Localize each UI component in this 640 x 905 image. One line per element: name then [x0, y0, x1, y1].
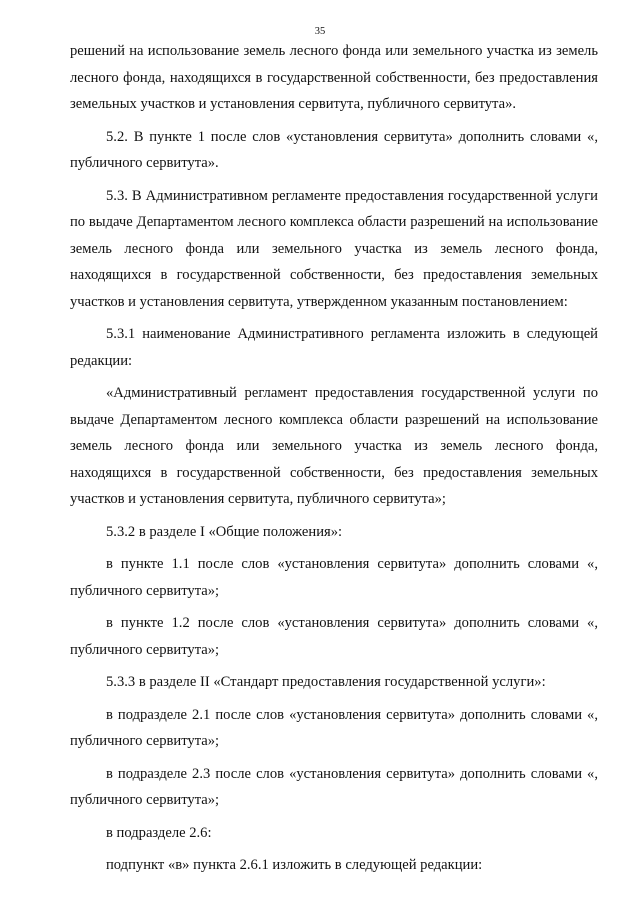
paragraph-5-3-2: 5.3.2 в разделе I «Общие положения»:: [106, 523, 343, 540]
paragraph-subsection-2-6: в подразделе 2.6:: [106, 824, 212, 841]
paragraph-item-1-1: в пункте 1.1 после слов «установления сервитута» дополнить словами «, публичного сервитута»;: [70, 556, 598, 599]
document-body: [70, 38, 598, 885]
paragraph-5-2: 5.2. В пункте 1 после слов «установления сервитута» дополнить словами «, публичного сервитута».: [70, 128, 598, 171]
paragraph-5-3-1: 5.3.1 наименование Административного регламента изложить в следующей редакции:: [70, 326, 598, 369]
paragraph-subitem-2-6-1: подпункт «в» пункта 2.6.1 изложить в следующей редакции:: [106, 857, 483, 873]
paragraph-5-3-3: 5.3.3 в разделе II «Стандарт предоставления государственной услуги»:: [106, 674, 546, 690]
paragraph-regulation-title: «Административный регламент предоставления государственной услуги по выдаче Департаментом лесного комплекса области разрешений на использование земель лесного фонда или земельного участка из земель лесного фонда, находящихся в государственной собственности, без предоставления земельных участков и установления сервитута, публичного сервитута»;: [70, 385, 598, 507]
paragraph-subsection-2-1: в подразделе 2.1 после слов «установления сервитута» дополнить словами «, публичного сервитута»;: [70, 706, 598, 749]
page-number: 35: [314, 26, 326, 37]
paragraph-continuation: решений на использование земель лесного фонда или земельного участка из земель лесного фонда, находящихся в государственной собственности, без предоставления земельных участков и установления сервитута, публичного сервитута».: [70, 43, 598, 112]
paragraph-item-1-2: в пункте 1.2 после слов «установления сервитута» дополнить словами «, публичного сервитута»;: [70, 615, 598, 658]
paragraph-5-3: 5.3. В Административном регламенте предоставления государственной услуги по выдаче Департаментом лесного комплекса области разрешений на использование земель лесного фонда или земельного участка из земель лесного фонда, находящихся в государственной собственности, без предоставления земельных участков и установления сервитута, утвержденном указанным постановлением:: [70, 187, 598, 310]
paragraph-subsection-2-3: в подразделе 2.3 после слов «установления сервитута» дополнить словами «, публичного сервитута»;: [70, 765, 598, 808]
